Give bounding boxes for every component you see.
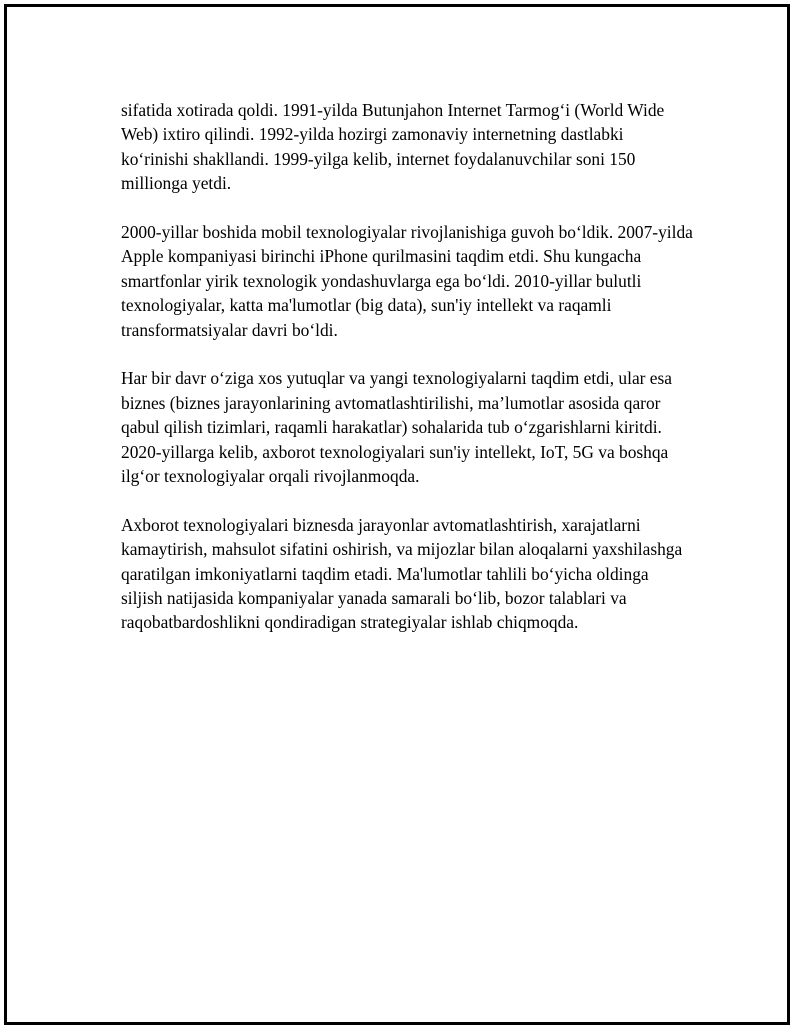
paragraph-business-impact: Har bir davr o‘ziga xos yutuqlar va yangi texnologiyalarni taqdim etdi, ular esa biznes (biznes jarayonlarining avtomatlashtirilishi, ma’lumotlar asosida qaror qabul qilish tizimlari, raqamli harakatlar) sohalarida tub o‘zgarishlarni kiritdi. 2020-yillarga kelib, axborot texnologiyalari sun'iy intellekt, IoT, 5G va boshqa ilg‘or texnologiyalar orqali rivojlanmoqda.	[121, 368, 673, 487]
document-page	[4, 4, 790, 1025]
document-body	[121, 98, 693, 659]
paragraph-internet-history: sifatida xotirada qoldi. 1991-yilda Butunjahon Internet Tarmog‘i (World Wide Web) ixtiro qilindi. 1992-yilda hozirgi zamonaviy internetning dastlabki ko‘rinishi shakllandi. 1999-yilga kelib, internet foydalanuvchilar soni 150 millionga yetdi.	[121, 100, 665, 194]
paragraph-mobile-era: 2000-yillar boshida mobil texnologiyalar rivojlanishiga guvoh bo‘ldik. 2007-yilda Apple kompaniyasi birinchi iPhone qurilmasini taqdim etdi. Shu kungacha smartfonlar yirik texnologik yondashuvlarga ega bo‘ldi. 2010-yillar bulutli texnologiyalar, katta ma'lumotlar (big data), sun'iy intellekt va raqamli transformatsiyalar davri bo‘ldi.	[121, 222, 693, 340]
paragraph-it-in-business: Axborot texnologiyalari biznesda jarayonlar avtomatlashtirish, xarajatlarni kamaytirish, mahsulot sifatini oshirish, va mijozlar bilan aloqalarni yaxshilashga qaratilgan imkoniyatlarni taqdim etadi. Ma'lumotlar tahlili bo‘yicha oldinga siljish natijasida kompaniyalar yanada samarali bo‘lib, bozor talablari va raqobatbardoshlikni qondiradigan strategiyalar ishlab chiqmoqda.	[121, 514, 683, 633]
